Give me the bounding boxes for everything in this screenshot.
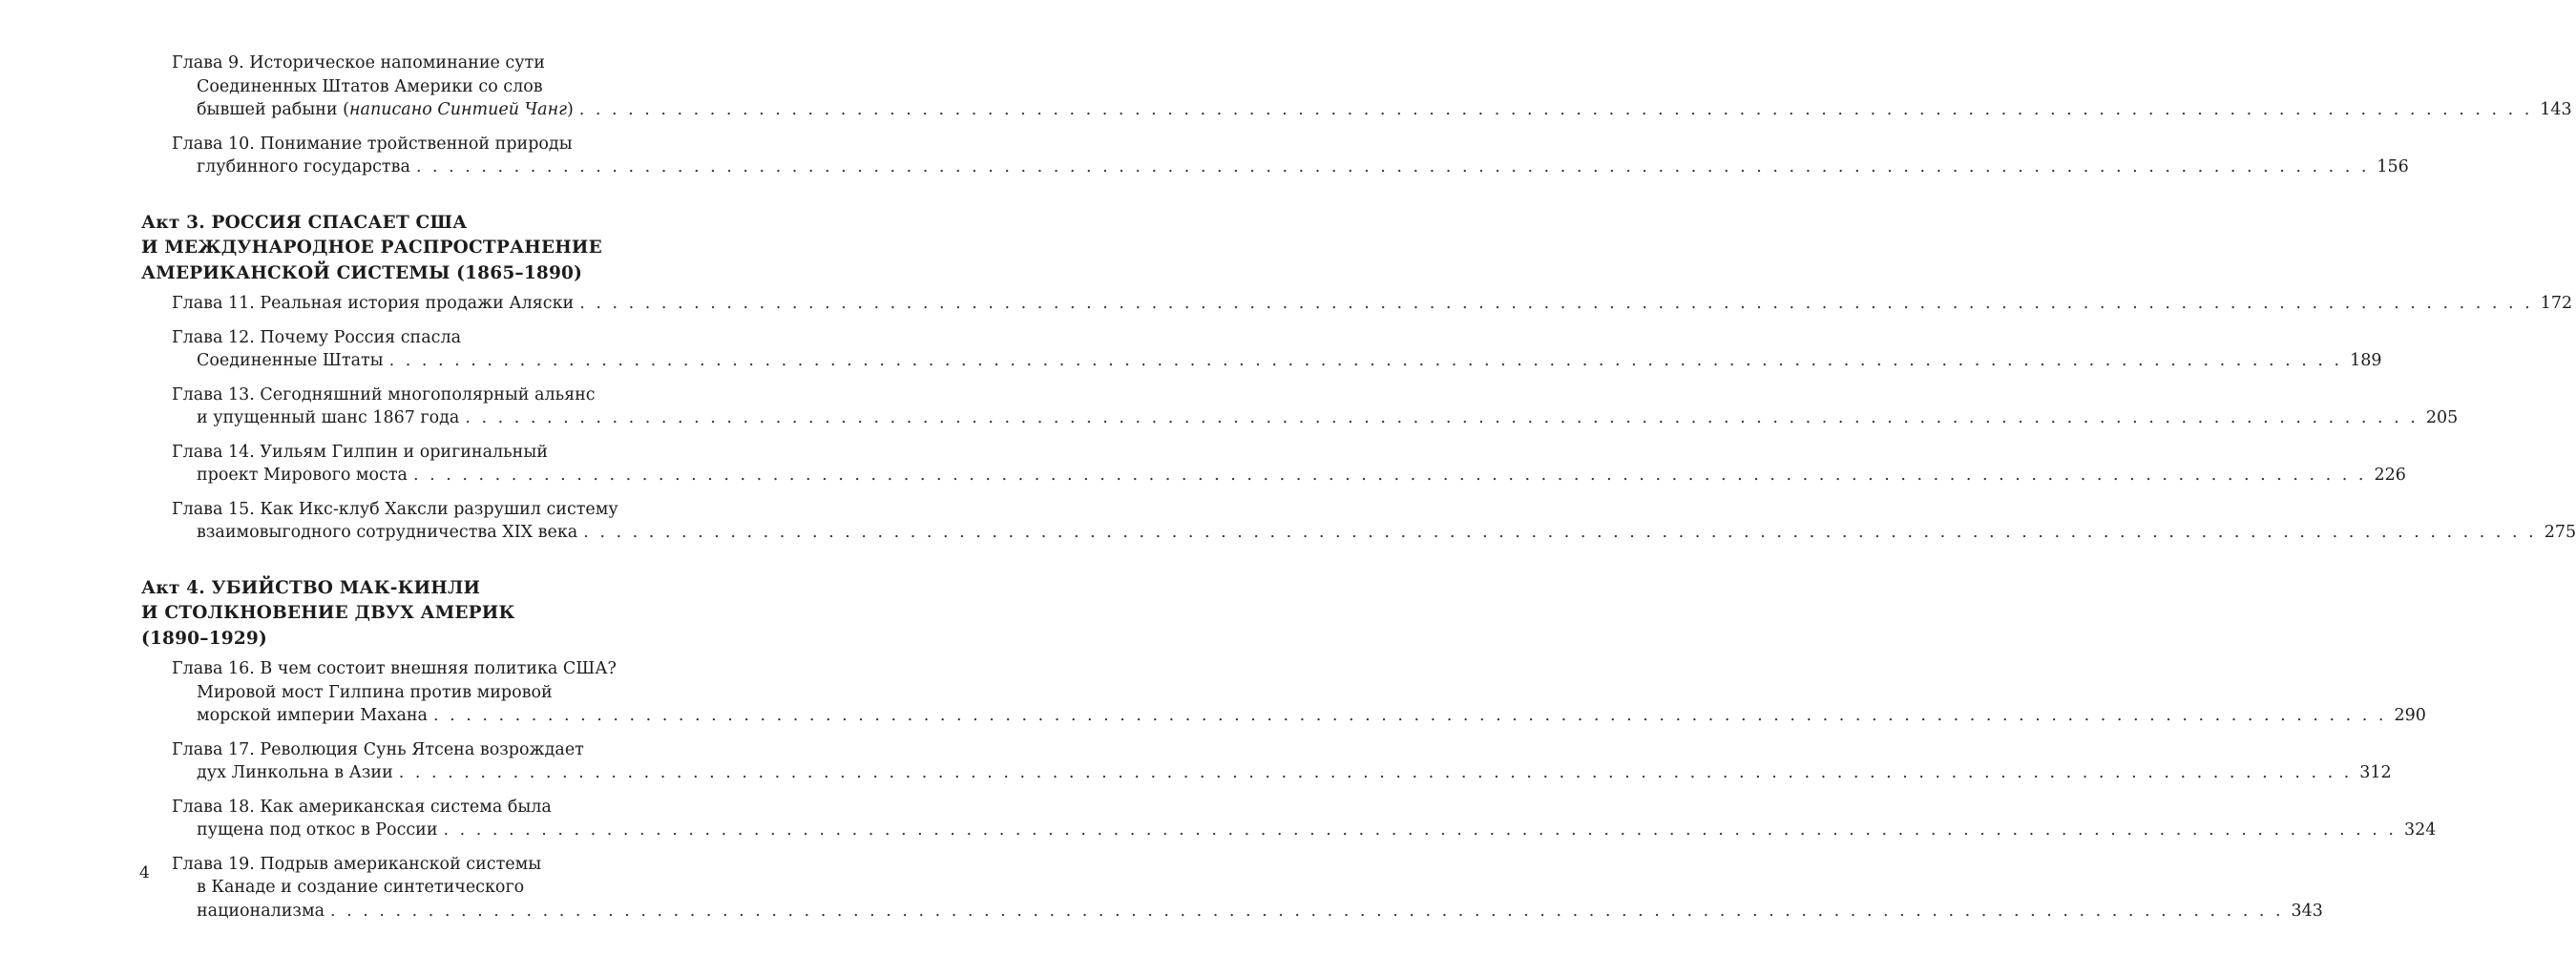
dot-leader: . . . . . . . . . . . . . . . . . . . . . . . . . . . . . . . . . . . . . . . . . . . . . . . . . . . . . . . . . . . . . . . . . . . . . . . . . . . . . . . . . . . . . . . . . . . . . . . . . . . . . . . . . . . . . . . . . . . . . . . . (330, 901, 2284, 921)
chapter-line: Глава 9. Историческое напоминание сути (172, 53, 545, 73)
chapter-line: Глава 17. Революция Сунь Ятсена возрождает (172, 739, 584, 759)
act-heading-line: И СТОЛКНОВЕНИЕ ДВУХ АМЕРИК (141, 603, 515, 623)
page-reference: 275 (2544, 523, 2576, 542)
page-reference: 312 (2359, 763, 2392, 782)
page-reference: 343 (2291, 901, 2323, 921)
chapter-line-with-page (197, 760, 2392, 786)
chapter-title-text (197, 818, 438, 843)
chapter-line-with-page (197, 818, 2437, 843)
chapter-title-text (197, 899, 325, 924)
chapter-title-part: морской империи Махана (197, 706, 428, 725)
dot-leader: . . . . . . . . . . . . . . . . . . . . . . . . . . . . . . . . . . . . . . . . . . . . . . . . . . . . . . . . . . . . . . . . . . . . . . . . . . . . . . . . . . . . . . . . . . . . . . . . . . . . . . . . . . . . . . . . . . . . . . . . (412, 466, 2367, 485)
chapter-line-with-page (197, 405, 2459, 431)
chapter-line-with-page (197, 463, 2406, 488)
page-reference: 324 (2404, 820, 2437, 840)
dot-leader: . . . . . . . . . . . . . . . . . . . . . . . . . . . . . . . . . . . . . . . . . . . . . . . . . . . . . . . . . . . . . . . . . . . . . . . . . . . . . . . . . . . . . . . . . . . . . . . . . . . . . . . . . . . . . . . . . . . . . . . . (443, 820, 2397, 840)
page-reference: 226 (2374, 466, 2406, 485)
act-heading-line: Акт 4. УБИЙСТВО МАК-КИНЛИ (141, 577, 481, 598)
chapter-line-with-page (197, 899, 2323, 924)
chapter-line-with-page (197, 348, 2382, 374)
act-heading-line: Акт 3. РОССИЯ СПАСАЕТ США (141, 212, 468, 233)
chapter-line: Глава 14. Уильям Гилпин и оригинальный (172, 442, 548, 462)
page-reference: 143 (2540, 100, 2572, 119)
chapter-title-text (197, 348, 384, 374)
dot-leader: . . . . . . . . . . . . . . . . . . . . . . . . . . . . . . . . . . . . . . . . . . . . . . . . . . . . . . . . . . . . . . . . . . . . . . . . . . . . . . . . . . . . . . . . . . . . . . . . . . . . . . . . . . . . . . . . . . . . . . . . (415, 157, 2370, 176)
page-reference: 156 (2377, 157, 2409, 176)
chapter-line: Глава 16. В чем состоит внешняя политика США? (172, 659, 617, 678)
chapter-line-with-page (197, 155, 2409, 180)
chapter-line: Глава 10. Понимание тройственной природы (172, 134, 573, 154)
page-reference: 205 (2425, 408, 2459, 427)
chapter-title-text (197, 703, 428, 729)
chapter-line-with-page (197, 97, 2572, 123)
author-credit: написано Синтией Чанг (349, 100, 567, 119)
dot-leader: . . . . . . . . . . . . . . . . . . . . . . . . . . . . . . . . . . . . . . . . . . . . . . . . . . . . . . . . . . . . . . . . . . . . . . . . . . . . . . . . . . . . . . . . . . . . . . . . . . . . . . . . . . . . . . . . . . . . . . . . (388, 351, 2343, 370)
chapter-title-text (172, 291, 574, 317)
chapter-title-text (197, 760, 393, 786)
chapter-title-part: проект Мирового моста (197, 466, 408, 485)
chapter-title-part: взаимовыгодного сотрудничества XIX века (197, 523, 578, 542)
dot-leader: . . . . . . . . . . . . . . . . . . . . . . . . . . . . . . . . . . . . . . . . . . . . . . . . . . . . . . . . . . . . . . . . . . . . . . . . . . . . . . . . . . . . . . . . . . . . . . . . . . . . . . . . . . . . . . . . . . . . . . . . (433, 706, 2387, 725)
chapter-line: в Канаде и создание синтетического (197, 878, 525, 897)
page-reference: 290 (2394, 706, 2426, 725)
chapter-title-part: и упущенный шанс 1867 года (197, 408, 460, 427)
page-reference: 189 (2350, 351, 2382, 370)
chapter-line: Глава 13. Сегодняшний многополярный альянс (172, 384, 596, 404)
chapter-line: Глава 19. Подрыв американской системы (172, 854, 542, 874)
chapter-title-text (197, 405, 459, 431)
dot-leader: . . . . . . . . . . . . . . . . . . . . . . . . . . . . . . . . . . . . . . . . . . . . . . . . . . . . . . . . . . . . . . . . . . . . . . . . . . . . . . . . . . . . . . . . . . . . . . . . . . . . . . . . . . . . . . . . . . . . . . . . (578, 100, 2533, 119)
chapter-title-part: Глава 11. Реальная история продажи Аляски (172, 294, 575, 313)
chapter-title-text (197, 155, 410, 180)
chapter-title-part: национализма (197, 901, 325, 921)
act-heading-line: (1890–1929) (141, 628, 267, 649)
chapter-title-text (197, 463, 408, 488)
chapter-title-part: дух Линкольна в Азии (197, 763, 393, 782)
page-reference: 172 (2540, 294, 2573, 313)
chapter-line-with-page (172, 291, 2573, 317)
chapter-title-part: пущена под откос в России (197, 820, 438, 840)
chapter-line: Мировой мост Гилпина против мировой (197, 682, 553, 702)
dot-leader: . . . . . . . . . . . . . . . . . . . . . . . . . . . . . . . . . . . . . . . . . . . . . . . . . . . . . . . . . . . . . . . . . . . . . . . . . . . . . . . . . . . . . . . . . . . . . . . . . . . . . . . . . . . . . . . . . . . . . . . . (583, 523, 2537, 542)
act-heading-line: АМЕРИКАНСКОЙ СИСТЕМЫ (1865–1890) (141, 262, 583, 283)
chapter-line: Глава 18. Как американская система была (172, 797, 552, 817)
chapter-line: Глава 15. Как Икс-клуб Хаксли разрушил систему (172, 499, 618, 519)
chapter-title-text (197, 97, 574, 123)
page-number: 4 (139, 863, 150, 882)
chapter-line: Глава 12. Почему Россия спасла (172, 327, 462, 347)
dot-leader: . . . . . . . . . . . . . . . . . . . . . . . . . . . . . . . . . . . . . . . . . . . . . . . . . . . . . . . . . . . . . . . . . . . . . . . . . . . . . . . . . . . . . . . . . . . . . . . . . . . . . . . . . . . . . . . . . . . . . . . . (398, 763, 2353, 782)
chapter-line-with-page (197, 703, 2426, 729)
dot-leader: . . . . . . . . . . . . . . . . . . . . . . . . . . . . . . . . . . . . . . . . . . . . . . . . . . . . . . . . . . . . . . . . . . . . . . . . . . . . . . . . . . . . . . . . . . . . . . . . . . . . . . . . . . . . . . . . . . . . . . . . (465, 408, 2419, 427)
chapter-title-part: Соединенные Штаты (197, 351, 384, 370)
act-heading-line: И МЕЖДУНАРОДНОЕ РАСПРОСТРАНЕНИЕ (141, 238, 602, 258)
chapter-line-with-page (197, 520, 2576, 546)
chapter-title-part: ) (566, 100, 574, 119)
chapter-title-part: глубинного государства (197, 157, 410, 176)
dot-leader: . . . . . . . . . . . . . . . . . . . . . . . . . . . . . . . . . . . . . . . . . . . . . . . . . . . . . . . . . . . . . . . . . . . . . . . . . . . . . . . . . . . . . . . . . . . . . . . . . . . . . . . . . . . . . . . . . . . . . . . . (579, 294, 2533, 313)
chapter-title-part: бывшей рабыни ( (197, 100, 349, 119)
chapter-title-text (197, 520, 577, 546)
chapter-line: Соединенных Штатов Америки со слов (197, 76, 543, 96)
